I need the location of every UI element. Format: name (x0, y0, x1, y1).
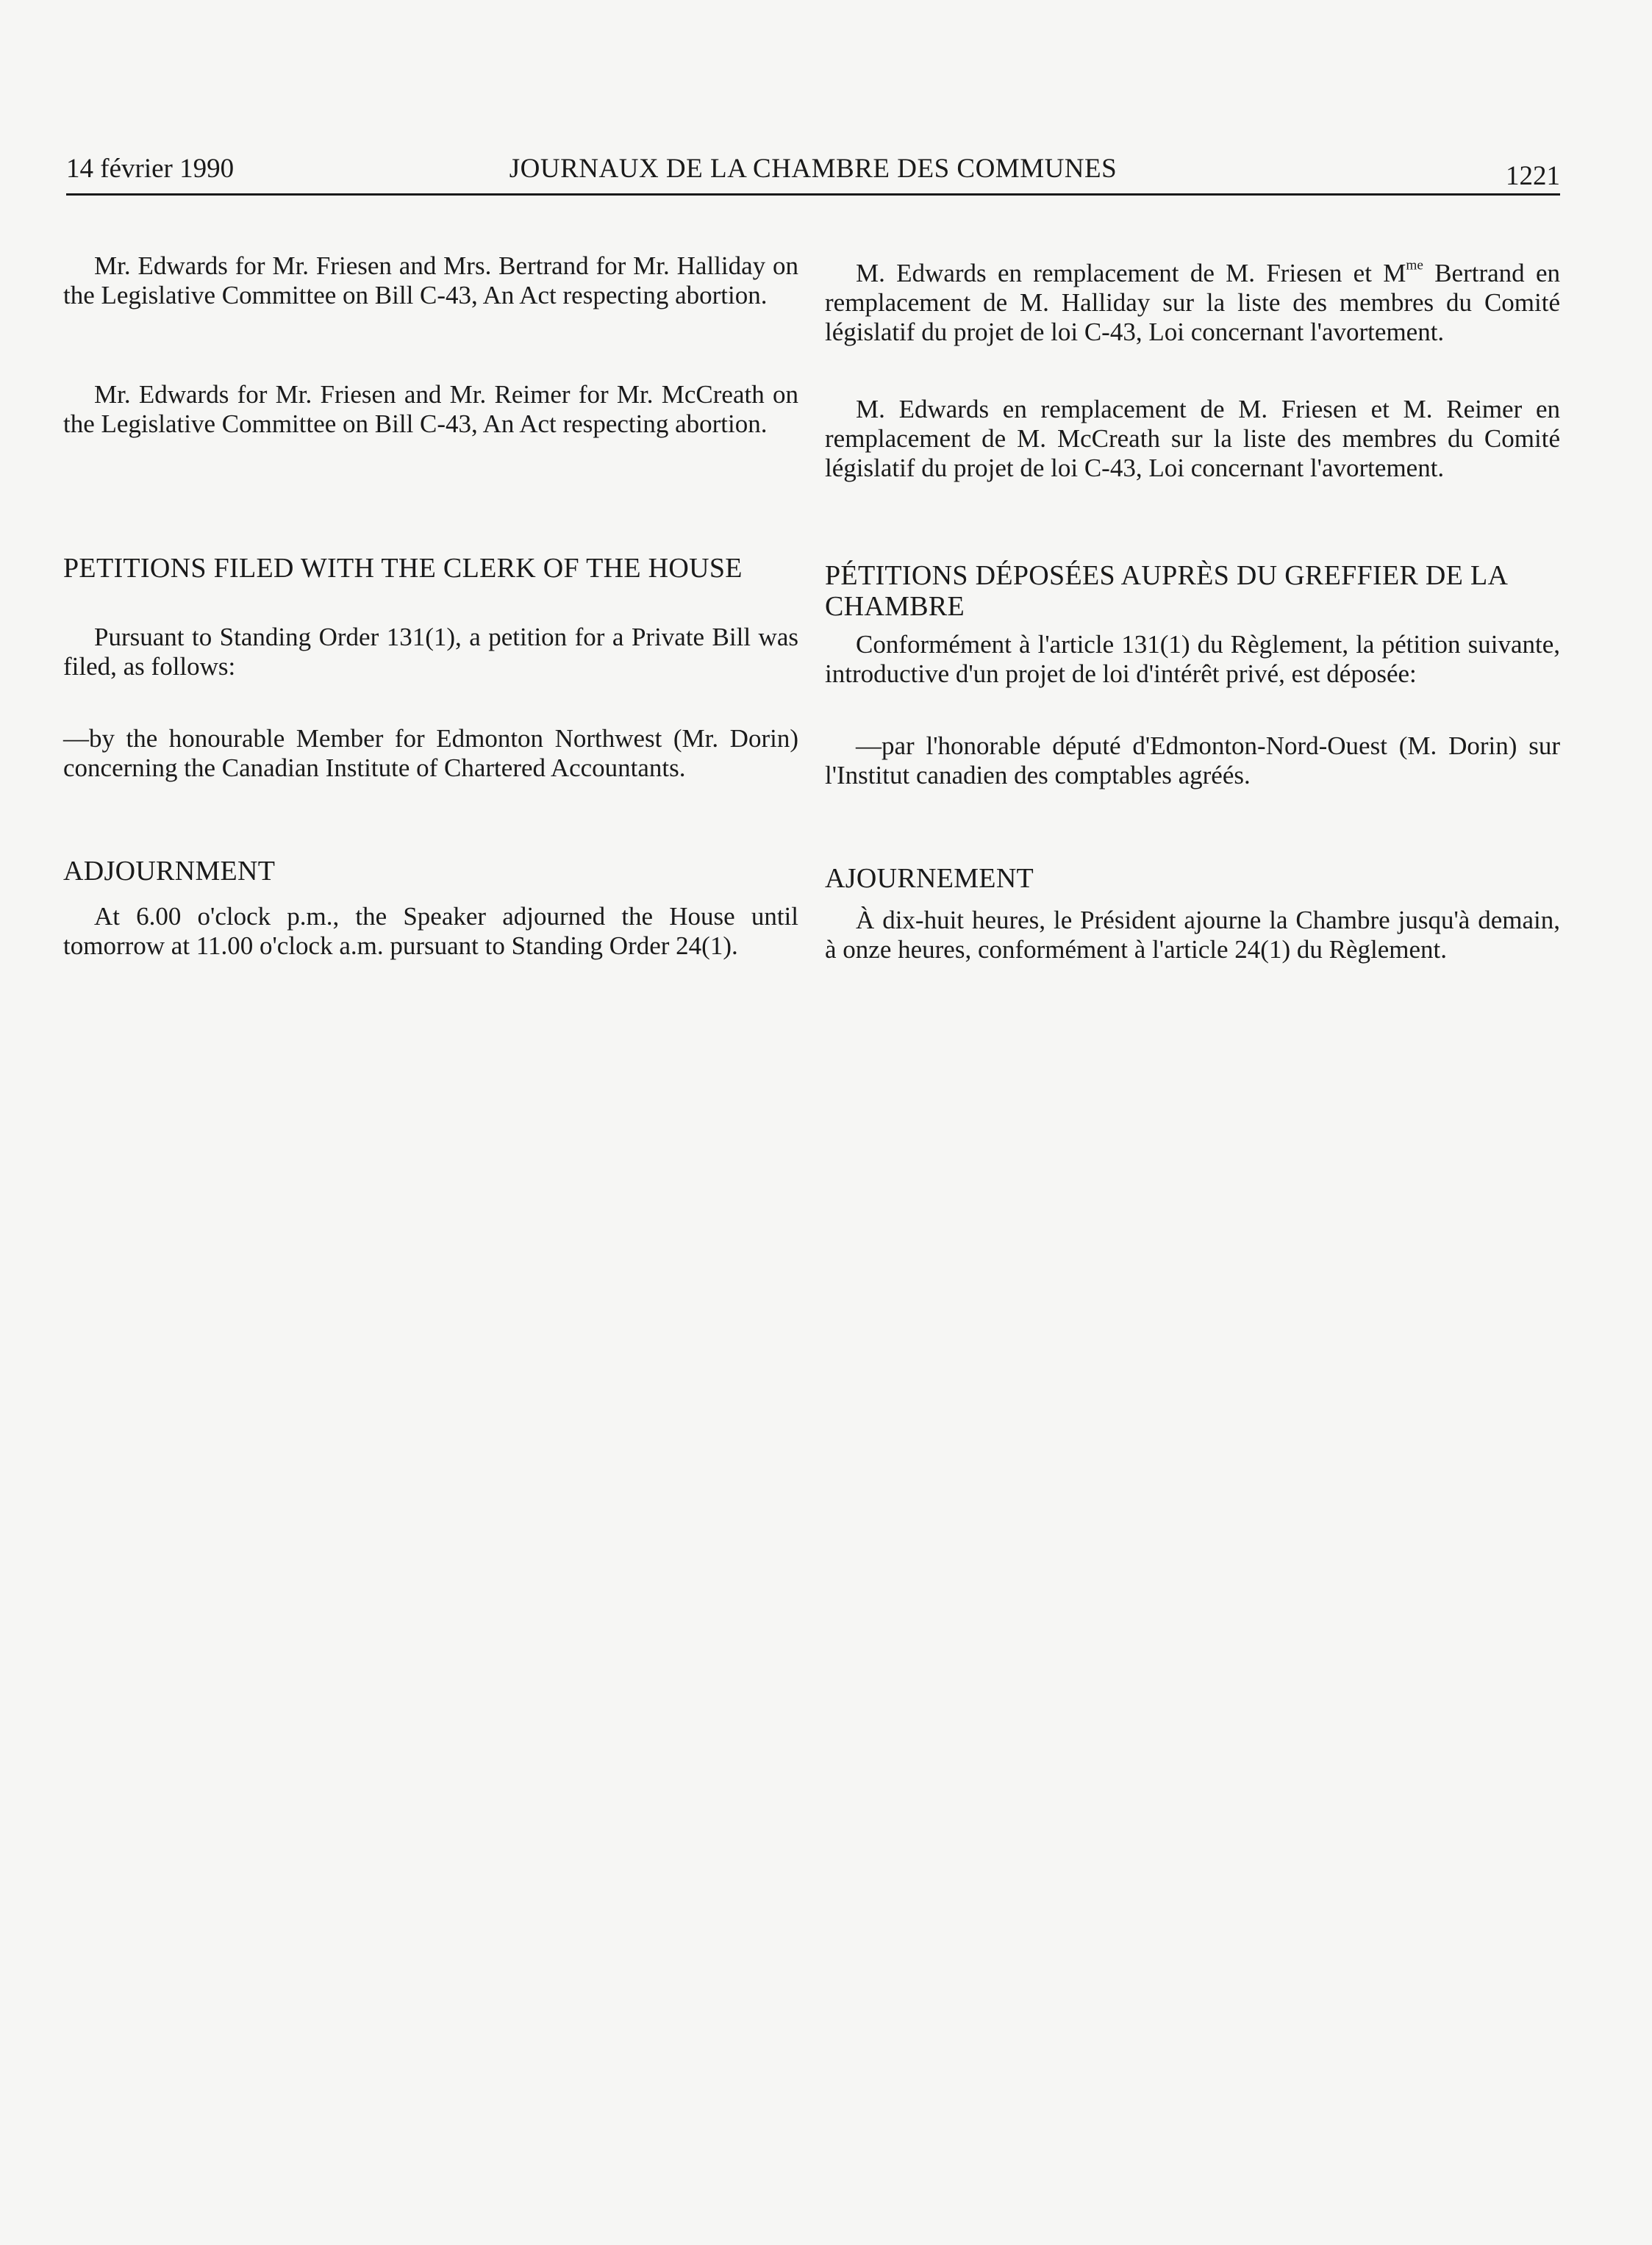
fr-committee-change-1 (825, 259, 1560, 347)
page-number: 1221 (1506, 161, 1560, 191)
header-title: JOURNAUX DE LA CHAMBRE DES COMMUNES (509, 154, 1118, 184)
fr-petitions-intro: Conformément à l'article 131(1) du Règlement, la pétition suivante, introductive d'un projet de loi d'intérêt privé, est déposée: (825, 630, 1560, 688)
en-committee-change-1: Mr. Edwards for Mr. Friesen and Mrs. Bertrand for Mr. Halliday on the Legislative Committee on Bill C-43, An Act respecting abortion. (63, 251, 798, 309)
page-header (66, 147, 1560, 191)
fr-para1-superscript: me (1406, 257, 1423, 273)
en-adjournment-text: At 6.00 o'clock p.m., the Speaker adjourned the House until tomorrow at 11.00 o'clock a.m. pursuant to Standing Order 24(1). (63, 902, 798, 960)
fr-adjournment-heading: AJOURNEMENT (825, 863, 1034, 894)
header-date: 14 février 1990 (66, 154, 235, 184)
en-petitions-heading: PETITIONS FILED WITH THE CLERK OF THE HOUSE (63, 553, 743, 584)
en-committee-change-2: Mr. Edwards for Mr. Friesen and Mr. Reimer for Mr. McCreath on the Legislative Committee on Bill C-43, An Act respecting abortion. (63, 380, 798, 438)
header-rule (66, 193, 1560, 196)
fr-petition-item: —par l'honorable député d'Edmonton-Nord-Ouest (M. Dorin) sur l'Institut canadien des comptables agréés. (825, 731, 1560, 789)
en-petition-item: —by the honourable Member for Edmonton Northwest (Mr. Dorin) concerning the Canadian Institute of Chartered Accountants. (63, 724, 798, 782)
fr-para1-end: Bertrand en remplacement de M. Halliday sur la liste des membres du Comité législatif du projet de loi C-43, Loi concernant l'avortement. (825, 259, 1561, 346)
en-petitions-intro: Pursuant to Standing Order 131(1), a petition for a Private Bill was filed, as follows: (63, 623, 798, 681)
fr-adjournment-text: À dix-huit heures, le Président ajourne la Chambre jusqu'à demain, à onze heures, conformément à l'article 24(1) du Règlement. (825, 906, 1560, 964)
fr-para1-start: M. Edwards en remplacement de M. Friesen et M (856, 259, 1406, 287)
en-adjournment-heading: ADJOURNMENT (63, 856, 276, 887)
fr-petitions-heading: PÉTITIONS DÉPOSÉES AUPRÈS DU GREFFIER DE LA CHAMBRE (825, 560, 1507, 622)
fr-committee-change-2: M. Edwards en remplacement de M. Friesen et M. Reimer en remplacement de M. McCreath sur la liste des membres du Comité législatif du projet de loi C-43, Loi concernant l'avortement. (825, 395, 1560, 482)
